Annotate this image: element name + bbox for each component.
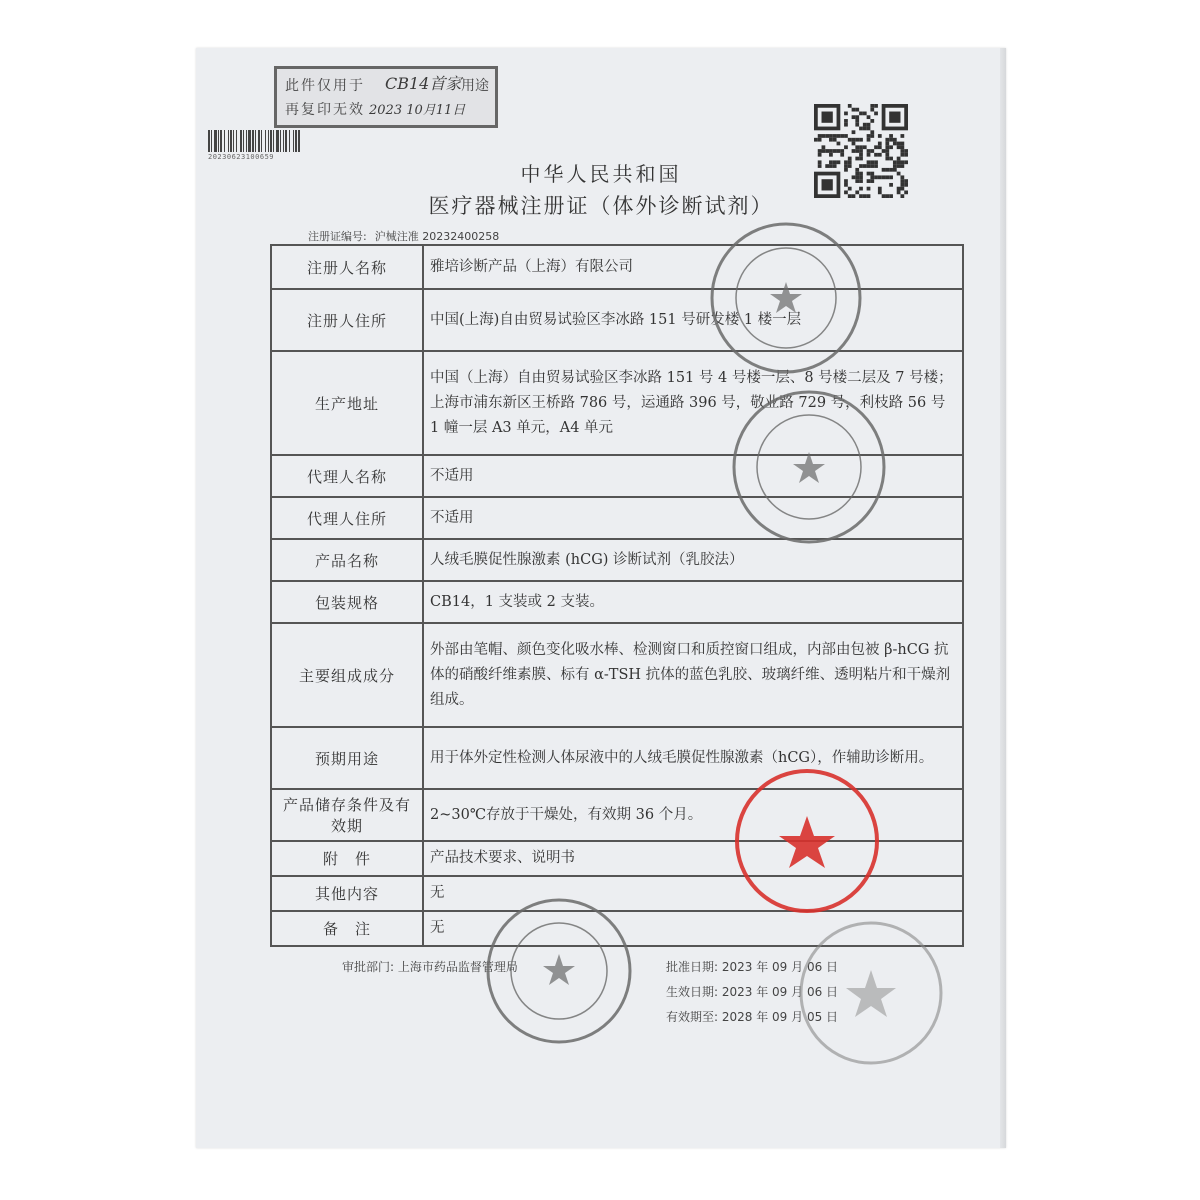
usage-note-box <box>274 66 498 128</box>
qr-module <box>904 149 908 153</box>
qr-module <box>852 108 856 112</box>
cert-no-value: 沪械注准 20232400258 <box>374 230 500 243</box>
qr-module <box>837 134 841 138</box>
barcode <box>208 130 384 152</box>
qr-module <box>825 149 829 153</box>
qr-module <box>870 134 874 138</box>
qr-module <box>870 119 874 123</box>
qr-module <box>855 149 859 153</box>
title-certificate: 医疗器械注册证（体外诊断试剂） <box>428 194 774 218</box>
qr-module <box>867 138 871 142</box>
qr-module <box>867 149 871 153</box>
row-value: 无 <box>423 876 963 911</box>
red-document-seal <box>732 766 882 916</box>
qr-module <box>900 153 904 157</box>
qr-module <box>874 153 878 157</box>
qr-module <box>874 104 878 108</box>
qr-module <box>867 134 871 138</box>
qr-module <box>859 112 863 116</box>
qr-module <box>897 142 901 146</box>
row-label: 产品名称 <box>271 539 423 581</box>
qr-module <box>863 127 867 131</box>
row-value: 中国(上海)自由贸易试验区李冰路 151 号研发楼 1 楼一层 <box>423 289 963 351</box>
qr-module <box>840 134 844 138</box>
qr-module <box>878 145 882 149</box>
qr-module <box>833 134 837 138</box>
qr-module <box>859 153 863 157</box>
qr-module <box>885 142 889 146</box>
qr-module <box>859 138 863 142</box>
qr-module <box>818 149 822 153</box>
row-value: 外部由笔帽、颜色变化吸水棒、检测窗口和质控窗口组成，内部由包被 β-hCG 抗体的硝酸纤维素膜、标有 α-TSH 抗体的蓝色乳胶、玻璃纤维、透明粘片和干燥剂组成。 <box>423 623 963 727</box>
row-value: CB14，1 支装或 2 支装。 <box>423 581 963 623</box>
qr-module <box>870 108 874 112</box>
qr-module <box>848 104 852 108</box>
effective-value: 2023 年 09 月 06 日 <box>721 985 839 999</box>
row-label: 生产地址 <box>271 351 423 455</box>
qr-module <box>844 112 848 116</box>
qr-module <box>844 119 848 123</box>
row-label: 主要组成成分 <box>271 623 423 727</box>
qr-module <box>870 149 874 153</box>
cert-no-label: 注册证编号: <box>308 230 367 243</box>
note-printed-use: 用途 <box>461 78 489 94</box>
approve-value: 2023 年 09 月 06 日 <box>721 960 839 974</box>
qr-module <box>829 138 833 142</box>
qr-module <box>885 138 889 142</box>
row-value: 人绒毛膜促性腺激素 (hCG) 诊断试剂（乳胶法） <box>423 539 963 581</box>
qr-module <box>867 115 871 119</box>
spd-trading-seal <box>730 388 888 546</box>
qr-module <box>852 138 856 142</box>
htdk-pharmaceutical-seal <box>484 896 634 1046</box>
row-value: 不适用 <box>423 497 963 539</box>
qr-module <box>867 153 871 157</box>
qr-module <box>852 149 856 153</box>
qr-module <box>889 145 893 149</box>
table-row <box>271 623 963 727</box>
abbott-company-seal <box>708 220 864 376</box>
row-value: 2~30℃存放于干燥处，有效期 36 个月。 <box>423 789 963 841</box>
qr-module <box>825 134 829 138</box>
qr-module <box>874 112 878 116</box>
qr-module <box>818 138 822 142</box>
qr-module <box>900 145 904 149</box>
note-handwritten-date: 2023 10月11日 <box>369 103 466 118</box>
qr-module <box>885 149 889 153</box>
qr-module <box>904 153 908 157</box>
qr-module <box>882 149 886 153</box>
row-label: 注册人住所 <box>271 289 423 351</box>
qr-module <box>885 153 889 157</box>
qr-module <box>829 134 833 138</box>
qr-module <box>855 119 859 123</box>
qr-module <box>837 149 841 153</box>
qr-module <box>867 127 871 131</box>
dept-label: 审批部门: <box>342 960 395 974</box>
row-label: 附 件 <box>271 841 423 876</box>
qr-module <box>848 138 852 142</box>
qr-module <box>855 108 859 112</box>
note-printed-line2: 再复印无效 <box>285 102 365 118</box>
expire-label: 有效期至: <box>666 1010 719 1024</box>
qr-module <box>822 145 826 149</box>
qr-module <box>818 134 822 138</box>
qr-module <box>859 127 863 131</box>
barcode-number: 20230623100659 <box>208 153 275 161</box>
dept-value: 上海市药品监督管理局 <box>397 960 518 974</box>
qr-module <box>852 130 856 134</box>
qr-module <box>855 123 859 127</box>
qr-module <box>900 149 904 153</box>
row-label: 代理人名称 <box>271 455 423 497</box>
row-label: 其他内容 <box>271 876 423 911</box>
qr-module <box>822 134 826 138</box>
qr-module <box>814 138 818 142</box>
qr-module <box>829 149 833 153</box>
row-label: 备 注 <box>271 911 423 946</box>
qr-module <box>833 149 837 153</box>
row-label: 包装规格 <box>271 581 423 623</box>
qr-module <box>900 134 904 138</box>
row-value: 中国（上海）自由贸易试验区李冰路 151 号 4 号楼一层、8 号楼二层及 7 号楼；上海市浦东新区王桥路 786 号，运通路 396 号，敬业路 729 号，利枝路 56 号 1 幢一层 A3 单元，A4 单元 <box>423 351 963 455</box>
qr-module <box>818 153 822 157</box>
qr-module <box>900 142 904 146</box>
effective-label: 生效日期: <box>666 985 719 999</box>
qr-module <box>844 134 848 138</box>
certificate-page <box>196 48 1006 1148</box>
qr-module <box>852 142 856 146</box>
drug-administration-seal <box>796 918 946 1068</box>
qr-module <box>863 123 867 127</box>
qr-module <box>863 145 867 149</box>
row-label: 代理人住所 <box>271 497 423 539</box>
qr-module <box>889 134 893 138</box>
qr-module <box>878 134 882 138</box>
title-country: 中华人民共和国 <box>520 162 682 186</box>
qr-module <box>893 142 897 146</box>
qr-module <box>859 149 863 153</box>
qr-module <box>844 145 848 149</box>
qr-module <box>893 138 897 142</box>
qr-module <box>855 138 859 142</box>
table-row <box>271 581 963 623</box>
barcode-bar <box>300 130 301 152</box>
note-handwritten-product: CB14首家 <box>385 74 462 93</box>
qr-module <box>855 115 859 119</box>
row-value: 不适用 <box>423 455 963 497</box>
qr-module <box>840 153 844 157</box>
qr-module <box>844 123 848 127</box>
note-printed-line1: 此件仅用于 <box>285 78 365 94</box>
row-label: 预期用途 <box>271 727 423 789</box>
certificate-number <box>308 228 499 244</box>
qr-module <box>833 138 837 142</box>
row-value: 产品技术要求、说明书 <box>423 841 963 876</box>
qr-module <box>855 145 859 149</box>
qr-module <box>822 149 826 153</box>
qr-module <box>840 149 844 153</box>
qr-module <box>889 138 893 142</box>
qr-module <box>878 153 882 157</box>
qr-finder <box>822 112 833 123</box>
qr-module <box>852 115 856 119</box>
qr-module <box>874 145 878 149</box>
row-label: 注册人名称 <box>271 245 423 289</box>
qr-module <box>897 145 901 149</box>
row-label: 产品储存条件及有效期 <box>271 789 423 841</box>
qr-module <box>837 142 841 146</box>
qr-module <box>870 130 874 134</box>
row-value: 用于体外定性检测人体尿液中的人绒毛膜促性腺激素（hCG），作辅助诊断用。 <box>423 727 963 789</box>
qr-finder <box>889 112 900 123</box>
approve-label: 批准日期: <box>666 960 719 974</box>
row-value: 无 <box>423 911 963 946</box>
qr-module <box>878 142 882 146</box>
qr-module <box>885 145 889 149</box>
qr-module <box>870 104 874 108</box>
expire-value: 2028 年 09 月 05 日 <box>721 1010 839 1024</box>
qr-module <box>859 145 863 149</box>
qr-module <box>867 123 871 127</box>
row-value: 雅培诊断产品（上海）有限公司 <box>423 245 963 289</box>
qr-module <box>829 153 833 157</box>
qr-module <box>863 112 867 116</box>
